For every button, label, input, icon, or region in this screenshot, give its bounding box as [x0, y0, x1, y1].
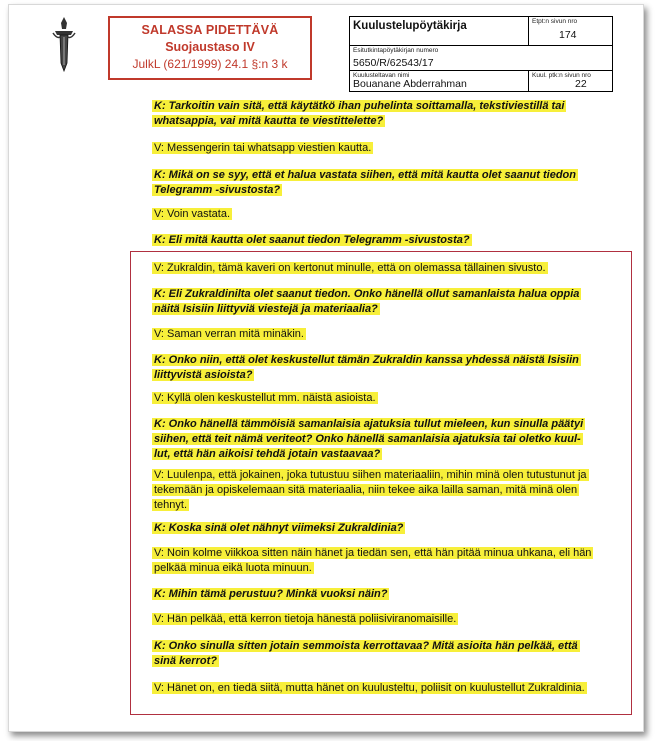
- answer-line: V: Zukraldin, tämä kaveri on kertonut minulle, että on olemassa tällainen sivusto.: [154, 262, 546, 274]
- interview-page-value: 22: [575, 78, 587, 90]
- answer-line: V: Messengerin tai whatsapp viestien kautta.: [154, 142, 372, 154]
- page-number-value: 174: [559, 29, 577, 41]
- page-number-label: Etpt:n sivun nro: [532, 18, 578, 25]
- question-block: [152, 417, 585, 462]
- answer-line: tehnyt.: [154, 499, 188, 511]
- answer-block: [152, 681, 587, 696]
- answer-block: [152, 468, 589, 513]
- document-page: [8, 4, 644, 732]
- question-block: [152, 353, 581, 383]
- case-number-cell: [350, 46, 612, 71]
- question-line: whatsappia, vai mitä kautta te viestittelette?: [154, 115, 384, 127]
- answer-line: pelkää minua eikä luota minuun.: [154, 562, 312, 574]
- classification-stamp: [108, 16, 312, 80]
- name-value: Bouanane Abderrahman: [353, 78, 467, 90]
- interview-page-cell: [529, 71, 612, 91]
- legal-reference: JulkL (621/1999) 24.1 §:n 3 k: [132, 57, 288, 71]
- question-line: sinä kerrot?: [154, 655, 217, 667]
- page-number-cell: [529, 17, 612, 46]
- question-line: K: Mikä on se syy, että et halua vastata siihen, että mitä kautta olet saanut tiedon: [154, 169, 576, 181]
- question-block: [152, 587, 389, 602]
- question-line: K: Eli Zukraldinilta olet saanut tiedon. Onko hänellä ollut samanlaista halua oppia: [154, 288, 580, 300]
- question-line: Telegramm -sivustosta?: [154, 184, 281, 196]
- name-cell: [350, 71, 529, 91]
- answer-block: [152, 261, 548, 276]
- question-line: K: Onko hänellä tämmöisiä samanlaisia ajatuksia tullut mieleen, kun sinulla päätyi: [154, 418, 584, 430]
- answer-block: [152, 612, 458, 627]
- name-label: Kuulusteltavan nimi: [353, 72, 410, 79]
- classification-title: SALASSA PIDETTÄVÄ: [141, 23, 279, 37]
- answer-line: V: Voin vastata.: [154, 208, 231, 220]
- answer-block: [152, 391, 378, 406]
- answer-line: V: Hän pelkää, että kerron tietoja hänestä poliisiviranomaisille.: [154, 613, 457, 625]
- answer-line: V: Noin kolme viikkoa sitten näin hänet ja tiedän sen, että hän pitää minua uhkana, eli hän: [154, 547, 592, 559]
- question-block: [152, 99, 566, 129]
- question-block: [152, 287, 581, 317]
- question-block: [152, 521, 405, 536]
- question-line: K: Onko niin, että olet keskustellut tämän Zukraldin kanssa yhdessä näistä Isisiin: [154, 354, 579, 366]
- question-block: [152, 233, 472, 248]
- answer-line: tekemään ja opiskelemaan sitä materiaalia, niin tekee aika lailla saman, mitä minä olen: [154, 484, 578, 496]
- question-line: lut, että hän aikoisi tehdä jotain vastaavaa?: [154, 448, 381, 460]
- question-block: [152, 168, 578, 198]
- question-line: K: Onko sinulla sitten jotain semmoista kerrottavaa? Mitä asioita hän pelkää, että: [154, 640, 578, 652]
- answer-block: [152, 141, 373, 156]
- interview-page-label: Kuul. ptk:n sivun nro: [532, 72, 591, 79]
- question-line: näitä Isisiin liittyviä viestejä ja materiaalia?: [154, 303, 378, 315]
- record-header: [349, 16, 613, 92]
- question-line: K: Koska sinä olet nähnyt viimeksi Zukraldinia?: [154, 522, 404, 534]
- answer-block: [152, 327, 306, 342]
- answer-line: V: Luulenpa, että jokainen, joka tutustuu siihen materiaaliin, mihin minä olen tutustunut ja: [154, 469, 587, 481]
- answer-line: V: Kyllä olen keskustellut mm. näistä asioista.: [154, 392, 376, 404]
- case-number-label: Esitutkintapöytäkirjan numero: [353, 47, 439, 54]
- question-block: [152, 639, 580, 669]
- question-line: K: Tarkoitin vain sitä, että käytätkö ihan puhelinta soittamalla, tekstiviestillä tai: [154, 100, 565, 112]
- protection-level: Suojaustaso IV: [165, 40, 255, 54]
- question-line: siihen, että teit nämä veriteot? Onko hänellä samanlaisia ajatuksia tai oletko kuul-: [154, 433, 581, 445]
- question-line: liittyvistä asioista?: [154, 369, 253, 381]
- answer-block: [152, 546, 593, 576]
- question-line: K: Eli mitä kautta olet saanut tiedon Telegramm -sivustosta?: [154, 234, 470, 246]
- question-line: K: Mihin tämä perustuu? Minkä vuoksi näin?: [154, 588, 388, 600]
- police-emblem-icon: [49, 15, 79, 75]
- header-title-cell: [350, 17, 529, 46]
- document-title: Kuulustelupöytäkirja: [353, 20, 467, 32]
- case-number-value: 5650/R/62543/17: [353, 57, 434, 69]
- answer-line: V: Hänet on, en tiedä siitä, mutta hänet on kuulusteltu, poliisit on kuulustellut Zukraldinia.: [154, 682, 585, 694]
- answer-line: V: Saman verran mitä minäkin.: [154, 328, 304, 340]
- answer-block: [152, 207, 232, 222]
